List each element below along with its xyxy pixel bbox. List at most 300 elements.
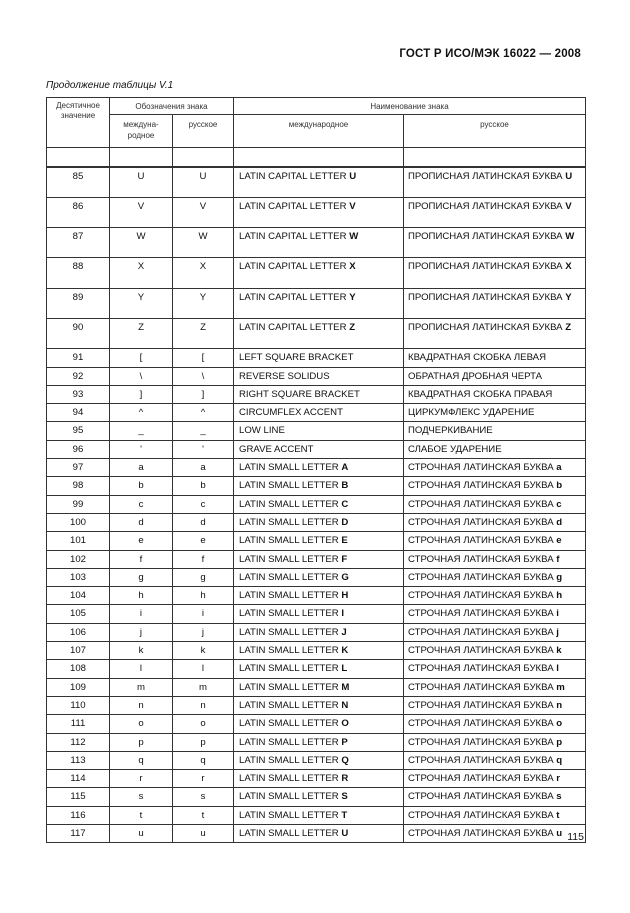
subheader-intl-symbol: междуна-родное [110,115,173,148]
rus-symbol: h [173,587,234,605]
intl-symbol: Y [110,288,173,318]
rus-symbol: _ [173,422,234,440]
decimal-value: 97 [47,459,110,477]
rus-name-letter: n [556,699,563,711]
intl-name-cell [234,532,404,550]
intl-symbol: d [110,513,173,531]
intl-name-cell [234,623,404,641]
intl-symbol: q [110,751,173,769]
intl-name-letter: R [341,773,349,785]
rus-name-cell [404,495,586,513]
page-number: 115 [567,831,584,843]
rus-name-cell [404,825,586,843]
rus-name-cell [404,385,586,403]
intl-name-cell [234,678,404,696]
intl-name-cell [234,349,404,367]
rus-name-letter: u [556,828,563,839]
rus-name-text: СТРОЧНАЯ ЛАТИНСКАЯ БУКВА [408,498,557,510]
rus-name-letter: k [556,645,562,657]
decimal-value: 87 [47,228,110,258]
subheader-rus-name: русское [404,115,586,148]
rus-name-cell [404,167,586,197]
decimal-value: 103 [47,568,110,586]
intl-name-text: LEFT SQUARE BRACKET [239,352,354,364]
rus-name-cell [404,587,586,605]
rus-name-cell [404,733,586,751]
rus-symbol: n [173,696,234,714]
decimal-value: 106 [47,623,110,641]
intl-name-cell [234,751,404,769]
intl-name-text: LOW LINE [239,425,285,437]
rus-symbol: j [173,623,234,641]
rus-name-cell [404,678,586,696]
rus-name-text: СТРОЧНАЯ ЛАТИНСКАЯ БУКВА [408,828,557,839]
intl-name-cell [234,228,404,258]
intl-name-text: LATIN SMALL LETTER [239,571,342,583]
table-row [47,197,586,227]
decimal-value: 91 [47,349,110,367]
intl-name-letter: O [341,718,349,730]
subheader-rus-symbol: русское [173,115,234,148]
rus-name-cell [404,258,586,288]
intl-name-cell [234,568,404,586]
rus-symbol: k [173,642,234,660]
table-row [47,678,586,696]
intl-name-text: LATIN SMALL LETTER [239,498,342,510]
rus-symbol: ] [173,385,234,403]
rus-name-cell [404,715,586,733]
rus-name-letter: s [556,791,562,803]
intl-name-text: LATIN SMALL LETTER [239,681,342,693]
intl-name-letter: V [349,200,356,212]
intl-name-text: CIRCUMFLEX ACCENT [239,407,343,419]
decimal-value: 96 [47,440,110,458]
rus-symbol: \ [173,367,234,385]
header-decimal: Десятичное значение [47,98,110,148]
intl-name-text: LATIN SMALL LETTER [239,754,342,766]
intl-name-letter: N [341,699,349,711]
rus-symbol: s [173,788,234,806]
intl-name-cell [234,404,404,422]
rus-name-cell [404,623,586,641]
intl-name-text: GRAVE ACCENT [239,443,314,455]
decimal-value: 99 [47,495,110,513]
intl-name-cell [234,550,404,568]
intl-name-letter: A [341,462,349,474]
table-row [47,623,586,641]
rus-name-cell [404,532,586,550]
intl-name-cell [234,715,404,733]
rus-name-cell [404,288,586,318]
table-row [47,404,586,422]
rus-symbol: o [173,715,234,733]
intl-name-letter: T [341,809,348,821]
rus-name-cell [404,751,586,769]
rus-name-text: ОБРАТНАЯ ДРОБНАЯ ЧЕРТА [408,370,543,382]
rus-name-text: СТРОЧНАЯ ЛАТИНСКАЯ БУКВА [408,571,557,583]
intl-name-cell [234,770,404,788]
rus-name-cell [404,660,586,678]
intl-name-letter: U [349,171,357,182]
rus-name-letter: e [556,535,562,547]
intl-name-cell [234,733,404,751]
rus-name-cell [404,228,586,258]
table-row [47,825,586,843]
table-row [47,385,586,403]
table-row [47,167,586,197]
rus-name-text: СТРОЧНАЯ ЛАТИНСКАЯ БУКВА [408,773,557,785]
rus-name-cell [404,806,586,824]
rus-name-text: СТРОЧНАЯ ЛАТИНСКАЯ БУКВА [408,590,557,602]
intl-name-letter: P [341,736,348,748]
rus-name-letter: f [556,553,560,565]
rus-name-letter: h [556,590,563,602]
rus-name-cell [404,318,586,348]
intl-name-cell [234,495,404,513]
intl-name-text: LATIN CAPITAL LETTER [239,321,350,333]
decimal-value: 107 [47,642,110,660]
intl-name-text: LATIN SMALL LETTER [239,736,342,748]
table-row [47,788,586,806]
intl-name-cell [234,513,404,531]
rus-name-cell [404,440,586,458]
rus-name-letter: V [565,200,572,212]
decimal-value: 114 [47,770,110,788]
rus-name-text: ПОДЧЕРКИВАНИЕ [408,425,493,437]
table-row [47,532,586,550]
rus-name-letter: d [556,516,563,528]
decimal-value: 101 [47,532,110,550]
intl-symbol: m [110,678,173,696]
rus-symbol: p [173,733,234,751]
intl-name-letter: L [341,663,348,675]
intl-name-cell [234,587,404,605]
table-row [47,660,586,678]
intl-symbol: j [110,623,173,641]
intl-name-text: LATIN SMALL LETTER [239,608,342,620]
rus-name-text: СТРОЧНАЯ ЛАТИНСКАЯ БУКВА [408,608,557,620]
intl-symbol: X [110,258,173,288]
intl-name-cell [234,806,404,824]
rus-name-cell [404,513,586,531]
intl-symbol: c [110,495,173,513]
intl-symbol: [ [110,349,173,367]
rus-name-letter: W [565,231,575,243]
intl-name-cell [234,440,404,458]
decimal-value: 93 [47,385,110,403]
decimal-value: 113 [47,751,110,769]
table-row [47,770,586,788]
rus-name-cell [404,642,586,660]
intl-name-letter: I [341,608,345,620]
table-row [47,440,586,458]
rus-name-text: СТРОЧНАЯ ЛАТИНСКАЯ БУКВА [408,535,557,547]
rus-symbol: q [173,751,234,769]
intl-name-text: LATIN SMALL LETTER [239,718,342,730]
table-row [47,495,586,513]
rus-name-letter: i [556,608,559,620]
rus-name-text: ПРОПИСНАЯ ЛАТИНСКАЯ БУКВА [408,200,566,212]
intl-symbol: u [110,825,173,843]
intl-name-cell [234,605,404,623]
rus-name-text: СТРОЧНАЯ ЛАТИНСКАЯ БУКВА [408,516,557,528]
rus-name-letter: l [556,663,559,675]
table-row [47,367,586,385]
rus-name-cell [404,770,586,788]
intl-name-text: LATIN SMALL LETTER [239,791,342,803]
rus-name-text: СЛАБОЕ УДАРЕНИЕ [408,443,502,455]
intl-name-text: LATIN SMALL LETTER [239,462,342,474]
intl-symbol: o [110,715,173,733]
intl-symbol: n [110,696,173,714]
rus-name-letter: o [556,718,563,730]
intl-name-text: LATIN SMALL LETTER [239,645,342,657]
intl-name-text: LATIN SMALL LETTER [239,809,342,821]
rus-name-letter: a [556,462,562,474]
table-row [47,288,586,318]
intl-name-cell [234,422,404,440]
table-row [47,258,586,288]
decimal-value: 94 [47,404,110,422]
subheader-intl-name: международное [234,115,404,148]
rus-name-cell [404,404,586,422]
intl-name-cell [234,459,404,477]
rus-name-text: ПРОПИСНАЯ ЛАТИНСКАЯ БУКВА [408,291,566,303]
intl-name-cell [234,385,404,403]
rus-name-letter: Y [565,291,572,303]
rus-name-text: СТРОЧНАЯ ЛАТИНСКАЯ БУКВА [408,663,557,675]
rus-name-cell [404,459,586,477]
decimal-value: 117 [47,825,110,843]
rus-name-text: СТРОЧНАЯ ЛАТИНСКАЯ БУКВА [408,681,557,693]
intl-symbol: k [110,642,173,660]
rus-symbol: c [173,495,234,513]
rus-name-text: СТРОЧНАЯ ЛАТИНСКАЯ БУКВА [408,809,557,821]
decimal-value: 95 [47,422,110,440]
intl-symbol: ] [110,385,173,403]
rus-name-text: СТРОЧНАЯ ЛАТИНСКАЯ БУКВА [408,626,557,638]
document-header: ГОСТ Р ИСО/МЭК 16022 — 2008 [399,48,581,60]
intl-name-text: LATIN CAPITAL LETTER [239,171,350,182]
intl-name-letter: M [341,681,350,693]
intl-name-text: REVERSE SOLIDUS [239,370,330,382]
intl-name-text: LATIN CAPITAL LETTER [239,291,350,303]
table-row [47,605,586,623]
decimal-value: 100 [47,513,110,531]
rus-name-text: СТРОЧНАЯ ЛАТИНСКАЯ БУКВА [408,645,557,657]
rus-name-text: ПРОПИСНАЯ ЛАТИНСКАЯ БУКВА [408,171,566,182]
intl-name-text: LATIN SMALL LETTER [239,553,342,565]
rus-symbol: ' [173,440,234,458]
intl-symbol: ' [110,440,173,458]
rus-name-text: СТРОЧНАЯ ЛАТИНСКАЯ БУКВА [408,736,557,748]
intl-symbol: _ [110,422,173,440]
intl-symbol: p [110,733,173,751]
intl-name-letter: W [349,231,359,243]
rus-symbol: f [173,550,234,568]
rus-name-cell [404,477,586,495]
rus-name-letter: U [565,171,573,182]
table-row [47,228,586,258]
decimal-value: 102 [47,550,110,568]
rus-symbol: b [173,477,234,495]
rus-symbol: r [173,770,234,788]
table-row [47,422,586,440]
header-gap-row [47,148,586,168]
table-row [47,696,586,714]
decimal-value: 115 [47,788,110,806]
decimal-value: 88 [47,258,110,288]
table-row [47,459,586,477]
intl-symbol: i [110,605,173,623]
table-row [47,715,586,733]
rus-name-letter: g [556,571,563,583]
decimal-value: 109 [47,678,110,696]
decimal-value: 111 [47,715,110,733]
intl-symbol: Z [110,318,173,348]
rus-symbol: V [173,197,234,227]
intl-symbol: b [110,477,173,495]
intl-symbol: \ [110,367,173,385]
rus-name-text: ПРОПИСНАЯ ЛАТИНСКАЯ БУКВА [408,321,566,333]
intl-name-letter: J [341,626,347,638]
intl-name-text: LATIN SMALL LETTER [239,699,342,711]
character-table [46,97,586,843]
rus-symbol: e [173,532,234,550]
rus-name-text: СТРОЧНАЯ ЛАТИНСКАЯ БУКВА [408,791,557,803]
intl-name-letter: S [341,791,348,803]
intl-name-letter: Q [341,754,349,766]
rus-name-text: КВАДРАТНАЯ СКОБКА ПРАВАЯ [408,388,553,400]
intl-name-text: LATIN SMALL LETTER [239,535,342,547]
rus-name-letter: c [556,498,562,510]
decimal-value: 90 [47,318,110,348]
table-row [47,733,586,751]
intl-name-letter: C [341,498,349,510]
intl-name-cell [234,288,404,318]
intl-name-text: LATIN SMALL LETTER [239,626,342,638]
rus-symbol: W [173,228,234,258]
decimal-value: 110 [47,696,110,714]
header-names: Наименование знака [234,98,586,115]
intl-name-cell [234,477,404,495]
rus-symbol: m [173,678,234,696]
rus-name-text: СТРОЧНАЯ ЛАТИНСКАЯ БУКВА [408,754,557,766]
rus-name-cell [404,349,586,367]
rus-symbol: g [173,568,234,586]
table-body [47,167,586,843]
intl-name-text: LATIN SMALL LETTER [239,516,342,528]
rus-symbol: ^ [173,404,234,422]
rus-name-letter: q [556,754,563,766]
table-row [47,513,586,531]
intl-name-text: LATIN SMALL LETTER [239,590,342,602]
rus-name-letter: X [565,261,572,273]
rus-symbol: i [173,605,234,623]
rus-symbol: X [173,258,234,288]
header-symbols: Обозначения знака [110,98,234,115]
intl-name-letter: B [341,480,349,492]
table-row [47,477,586,495]
decimal-value: 104 [47,587,110,605]
intl-name-letter: F [341,553,348,565]
intl-name-text: LATIN SMALL LETTER [239,663,342,675]
decimal-value: 86 [47,197,110,227]
intl-name-text: LATIN SMALL LETTER [239,773,342,785]
intl-name-text: LATIN SMALL LETTER [239,480,342,492]
intl-name-text: LATIN CAPITAL LETTER [239,231,350,243]
table-row [47,550,586,568]
rus-name-cell [404,568,586,586]
intl-name-cell [234,258,404,288]
rus-name-cell [404,367,586,385]
intl-name-cell [234,197,404,227]
rus-name-cell [404,788,586,806]
intl-symbol: V [110,197,173,227]
rus-name-letter: p [556,736,563,748]
intl-symbol: l [110,660,173,678]
table-row [47,568,586,586]
intl-name-letter: G [341,571,349,583]
rus-name-text: СТРОЧНАЯ ЛАТИНСКАЯ БУКВА [408,480,557,492]
intl-symbol: r [110,770,173,788]
rus-name-cell [404,197,586,227]
intl-symbol: e [110,532,173,550]
rus-symbol: Y [173,288,234,318]
intl-name-text: LATIN CAPITAL LETTER [239,261,350,273]
intl-name-cell [234,642,404,660]
intl-name-text: LATIN CAPITAL LETTER [239,200,350,212]
intl-name-letter: Y [349,291,356,303]
rus-name-text: ЦИРКУМФЛЕКС УДАРЕНИЕ [408,407,535,419]
rus-symbol: t [173,806,234,824]
intl-name-cell [234,367,404,385]
decimal-value: 116 [47,806,110,824]
rus-symbol: Z [173,318,234,348]
rus-symbol: d [173,513,234,531]
intl-symbol: W [110,228,173,258]
rus-name-text: СТРОЧНАЯ ЛАТИНСКАЯ БУКВА [408,462,557,474]
table-row [47,318,586,348]
intl-symbol: ^ [110,404,173,422]
decimal-value: 85 [47,167,110,197]
decimal-value: 108 [47,660,110,678]
rus-symbol: l [173,660,234,678]
rus-name-letter: r [556,773,561,785]
intl-symbol: h [110,587,173,605]
intl-name-cell [234,696,404,714]
rus-name-letter: Z [565,321,572,333]
intl-name-letter: D [341,516,349,528]
rus-name-text: СТРОЧНАЯ ЛАТИНСКАЯ БУКВА [408,699,557,711]
rus-name-text: ПРОПИСНАЯ ЛАТИНСКАЯ БУКВА [408,261,566,273]
rus-name-letter: j [556,626,559,638]
intl-name-text: RIGHT SQUARE BRACKET [239,388,360,400]
intl-name-letter: Z [349,321,356,333]
intl-name-cell [234,318,404,348]
decimal-value: 98 [47,477,110,495]
rus-name-cell [404,696,586,714]
rus-name-letter: b [556,480,563,492]
rus-symbol: [ [173,349,234,367]
decimal-value: 112 [47,733,110,751]
intl-symbol: f [110,550,173,568]
rus-name-text: СТРОЧНАЯ ЛАТИНСКАЯ БУКВА [408,553,557,565]
intl-symbol: s [110,788,173,806]
intl-symbol: a [110,459,173,477]
rus-name-text: СТРОЧНАЯ ЛАТИНСКАЯ БУКВА [408,718,557,730]
table-row [47,642,586,660]
